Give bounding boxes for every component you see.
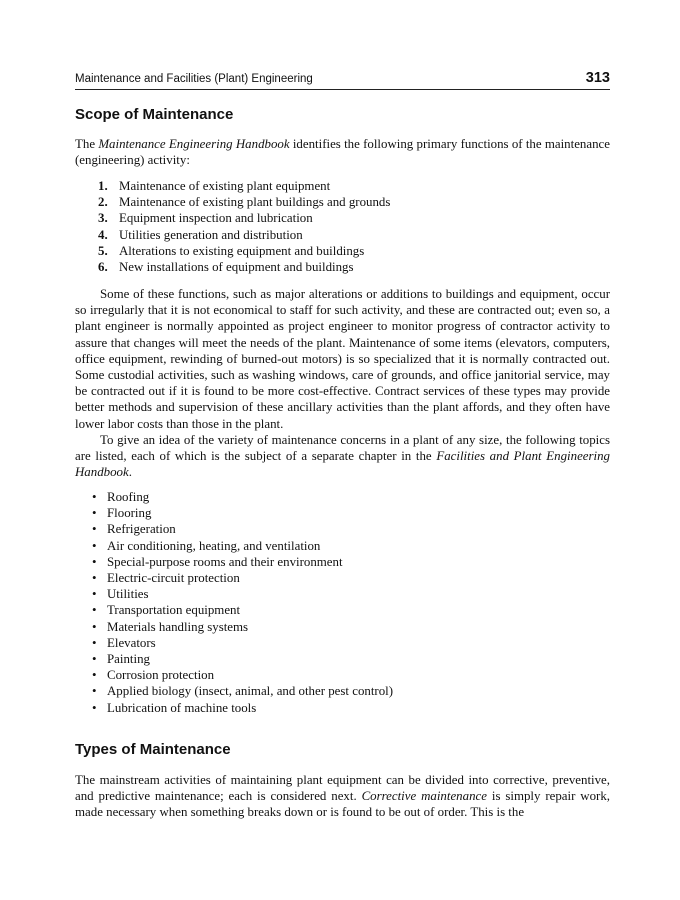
list-item (75, 651, 393, 667)
item-number: 3. (98, 211, 108, 226)
bullet: • (92, 652, 97, 667)
item-text: Roofing (107, 490, 150, 504)
bullet: • (92, 635, 97, 650)
item-text: Maintenance of existing plant equipment (119, 179, 331, 193)
item-text: Maintenance of existing plant buildings and grounds (119, 195, 391, 210)
bullet: • (92, 538, 97, 553)
list-item (75, 602, 393, 618)
list-item (75, 635, 393, 651)
item-text: New installations of equipment and buildings (119, 260, 354, 275)
item-number: 6. (98, 260, 108, 275)
list-item (75, 619, 393, 635)
bullet: • (92, 506, 97, 521)
bullet: • (92, 700, 97, 715)
item-text: Utilities (107, 587, 149, 602)
running-title: Maintenance and Facilities (Plant) Engineering (75, 73, 313, 85)
list-item (75, 521, 393, 537)
types-text-post: is simply repair work, made necessary when something breaks down or is found to be out of order. This is the (75, 789, 610, 820)
types-paragraph (75, 772, 610, 821)
item-text: Materials handling systems (107, 619, 249, 634)
intro-text-pre: The (75, 137, 99, 151)
item-text: Refrigeration (107, 522, 176, 537)
paragraph-text-pre: To give an idea of the variety of maintenance concerns in a plant of any size, the following topics are listed, each of which is the subject of a separate chapter in the (75, 433, 610, 464)
item-number: 2. (98, 195, 108, 210)
list-item (75, 210, 390, 226)
corrective-maintenance-term: Corrective maintenance (361, 789, 487, 804)
item-text: Transportation equipment (107, 603, 241, 618)
topics-list (75, 489, 393, 716)
bullet: • (92, 571, 97, 586)
body-paragraph-2 (75, 432, 610, 481)
types-text-pre: The mainstream activities of maintaining plant equipment can be divided into corrective, preventive, and predictive maintenance; each is considered next. (75, 773, 610, 804)
header-rule (75, 89, 610, 90)
section-heading-types: Types of Maintenance (75, 741, 231, 758)
list-item (75, 243, 390, 259)
item-text: Electric-circuit protection (107, 571, 240, 586)
list-item (75, 683, 393, 699)
item-text: Special-purpose rooms and their environment (107, 554, 343, 569)
intro-text-post: identifies the following primary functions of the maintenance (engineering) activity: (75, 137, 610, 168)
list-item (75, 667, 393, 683)
list-item (75, 505, 393, 521)
handbook-title-2: Facilities and Plant Engineering Handbook (75, 449, 611, 480)
item-text: Painting (107, 652, 150, 667)
bullet: • (92, 668, 97, 683)
bullet: • (92, 619, 97, 634)
list-item (75, 194, 390, 210)
item-text: Equipment inspection and lubrication (119, 211, 313, 226)
list-item (75, 554, 393, 570)
item-text: Alterations to existing equipment and buildings (119, 243, 365, 258)
paragraph-text: Some of these functions, such as major alterations or additions to buildings and equipment, occur so irregularly that it is not economical to staff for such activity, and these are contracted out; even so, a plant engineer is normally appointed as project engineer to monitor progress of contractor activity to assure that changes will meet the needs of the plant. Maintenance of some items (elevators, computers, office equipment, rewinding of burned-out motors) is so specialized that it is normally contracted out. Some custodial activities, such as washing windows, care of grounds, and office janitorial service, may be contracted out if it is found to be more cost-effective. Contract services of these types may provide better methods and supervision of these ancillary activities than the plant affords, and they often have lower labor costs than those in the plant. (75, 287, 610, 431)
bullet: • (92, 554, 97, 569)
list-item (75, 570, 393, 586)
bullet: • (92, 587, 97, 602)
page-number: 313 (585, 70, 610, 86)
item-text: Utilities generation and distribution (119, 227, 303, 242)
item-number: 4. (98, 227, 108, 242)
list-item (75, 489, 393, 505)
item-text: Applied biology (insect, animal, and other pest control) (107, 684, 394, 699)
list-item (75, 227, 390, 243)
item-text: Corrosion protection (107, 668, 215, 683)
running-head (75, 70, 610, 90)
item-number: 5. (98, 243, 108, 258)
list-item (75, 259, 390, 275)
section-heading-scope: Scope of Maintenance (75, 106, 234, 123)
bullet: • (92, 603, 97, 618)
item-text: Lubrication of machine tools (107, 700, 257, 715)
item-text: Flooring (107, 506, 152, 521)
functions-list (75, 178, 390, 275)
handbook-title: Maintenance Engineering Handbook (98, 137, 290, 151)
item-text: Air conditioning, heating, and ventilation (107, 538, 321, 553)
body-paragraph-1 (75, 286, 610, 432)
item-number: 1. (98, 179, 108, 193)
list-item (75, 586, 393, 602)
bullet: • (92, 490, 97, 504)
intro-paragraph (75, 136, 610, 168)
bullet: • (92, 684, 97, 699)
bullet: • (92, 522, 97, 537)
list-item (75, 178, 390, 194)
paragraph-text-post: . (128, 465, 132, 480)
list-item (75, 538, 393, 554)
item-text: Elevators (107, 635, 156, 650)
list-item (75, 700, 393, 716)
